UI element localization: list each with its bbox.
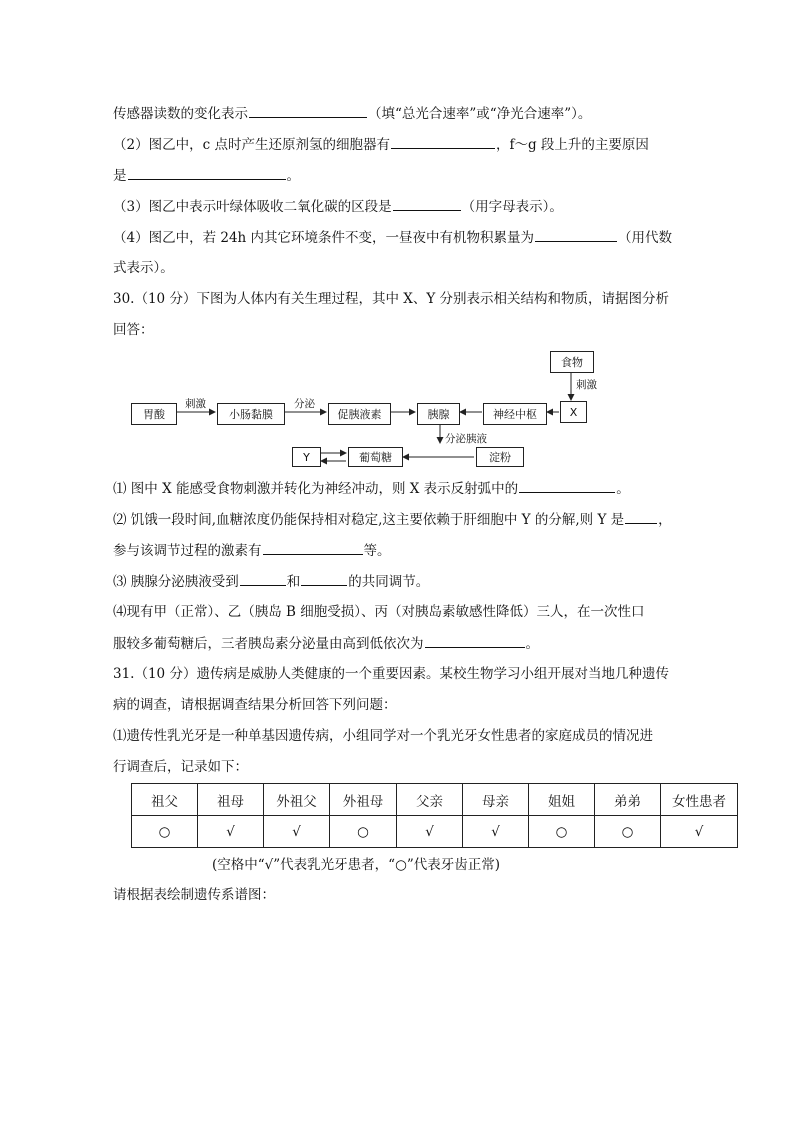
table-header-row: [132, 784, 738, 816]
table-cell: √: [397, 816, 463, 848]
final-instruction: 请根据表绘制遗传系谱图：: [113, 887, 275, 903]
question-31-1: ⑴遗传性乳光牙是一种单基因遗传病，小组同学对一个乳光牙女性患者的家庭成员的情况进: [113, 728, 653, 744]
answer-blank[interactable]: [425, 633, 525, 648]
table-header-cell: 女性患者: [661, 784, 738, 816]
question-30-2: ⑵ 饥饿一段时间,血糖浓度仍能保持相对稳定,这主要依赖于肝细胞中 Y 的分解,则 Y 是 ，: [113, 509, 672, 530]
table-header-cell: 弟弟: [595, 784, 661, 816]
answer-blank[interactable]: [249, 103, 367, 118]
label-secrete: 分泌: [294, 398, 315, 410]
answer-blank[interactable]: [240, 571, 286, 586]
text-line-4: （3）图乙中表示叶绿体吸收二氧化碳的区段是 （用字母表示）。: [113, 196, 563, 217]
table-cell: ○: [132, 816, 198, 848]
table-header-cell: 祖父: [132, 784, 198, 816]
answer-blank[interactable]: [535, 227, 617, 242]
text-line-1: 传感器读数的变化表示 （填“总光合速率”或“净光合速率”）。: [113, 103, 591, 124]
table-cell: √: [198, 816, 264, 848]
table-header-cell: 祖母: [198, 784, 264, 816]
table-header-cell: 外祖母: [330, 784, 397, 816]
box-secretin: 促胰液素: [328, 403, 391, 425]
answer-blank[interactable]: [128, 165, 286, 180]
question-30-3: ⑶ 胰腺分泌胰液受到 和 的共同调节。: [113, 571, 429, 592]
table-header-cell: 母亲: [463, 784, 529, 816]
table-cell: ○: [330, 816, 397, 848]
question-31-intro-2: 病的调查，请根据调查结果分析回答下列问题：: [113, 697, 397, 713]
label-secrete-juice: 分泌胰液: [445, 433, 487, 445]
question-30-4: ⑷现有甲（正常）、乙（胰岛 B 细胞受损）、丙（对胰岛素敏感性降低）三人，在一次性口: [113, 604, 645, 620]
question-30-2-cont: 参与该调节过程的激素有 等。: [113, 540, 391, 561]
table-caption: (空格中“√”代表乳光牙患者，“○”代表牙齿正常): [212, 857, 501, 873]
table-header-cell: 外祖父: [264, 784, 330, 816]
answer-blank[interactable]: [301, 571, 347, 586]
answer-blank[interactable]: [625, 509, 657, 524]
question-30-intro: 30.（10 分）下图为人体内有关生理过程，其中 X、Y 分别表示相关结构和物质，请据图分析: [113, 291, 670, 307]
table-cell: √: [661, 816, 738, 848]
table-cell: ○: [529, 816, 595, 848]
question-31-intro: 31.（10 分）遗传病是威胁人类健康的一个重要因素。某校生物学习小组开展对当地几种遗传: [113, 666, 669, 682]
table-header-cell: 姐姐: [529, 784, 595, 816]
box-x: X: [560, 401, 587, 423]
box-pancreas: 胰腺: [417, 403, 460, 425]
box-starch: 淀粉: [476, 447, 524, 467]
box-stomach-acid: 胃酸: [131, 403, 177, 425]
box-food: 食物: [550, 351, 594, 373]
label-stimulate: 刺激: [185, 398, 206, 410]
table-cell: √: [264, 816, 330, 848]
answer-blank[interactable]: [391, 134, 495, 149]
family-survey-table: [131, 783, 738, 848]
table-row: [132, 816, 738, 848]
text-line-3: 是 。: [113, 165, 300, 186]
label-stimulate-food: 刺激: [576, 379, 597, 391]
table-header-cell: 父亲: [397, 784, 463, 816]
question-30-intro-2: 回答：: [113, 322, 154, 338]
text-line-5: （4）图乙中，若 24h 内其它环境条件不变，一昼夜中有机物积累量为 （用代数: [113, 227, 672, 248]
box-intestine-mucosa: 小肠黏膜: [217, 403, 285, 425]
box-nerve-center: 神经中枢: [483, 403, 547, 425]
box-y: Y: [292, 447, 321, 467]
question-31-1-cont: 行调查后，记录如下：: [113, 759, 248, 775]
text-line-2: （2）图乙中，c 点时产生还原剂氢的细胞器有 ，f～g 段上升的主要原因: [113, 134, 649, 155]
table-cell: √: [463, 816, 529, 848]
text-line-6: 式表示）。: [113, 260, 174, 276]
question-30-4-cont: 服较多葡萄糖后，三者胰岛素分泌量由高到低依次为 。: [113, 633, 539, 654]
answer-blank[interactable]: [263, 540, 363, 555]
answer-blank[interactable]: [393, 196, 461, 211]
table-cell: ○: [595, 816, 661, 848]
question-30-1: ⑴ 图中 X 能感受食物刺激并转化为神经冲动，则 X 表示反射弧中的 。: [113, 478, 630, 499]
answer-blank[interactable]: [519, 478, 615, 493]
box-glucose: 葡萄糖: [348, 447, 403, 467]
